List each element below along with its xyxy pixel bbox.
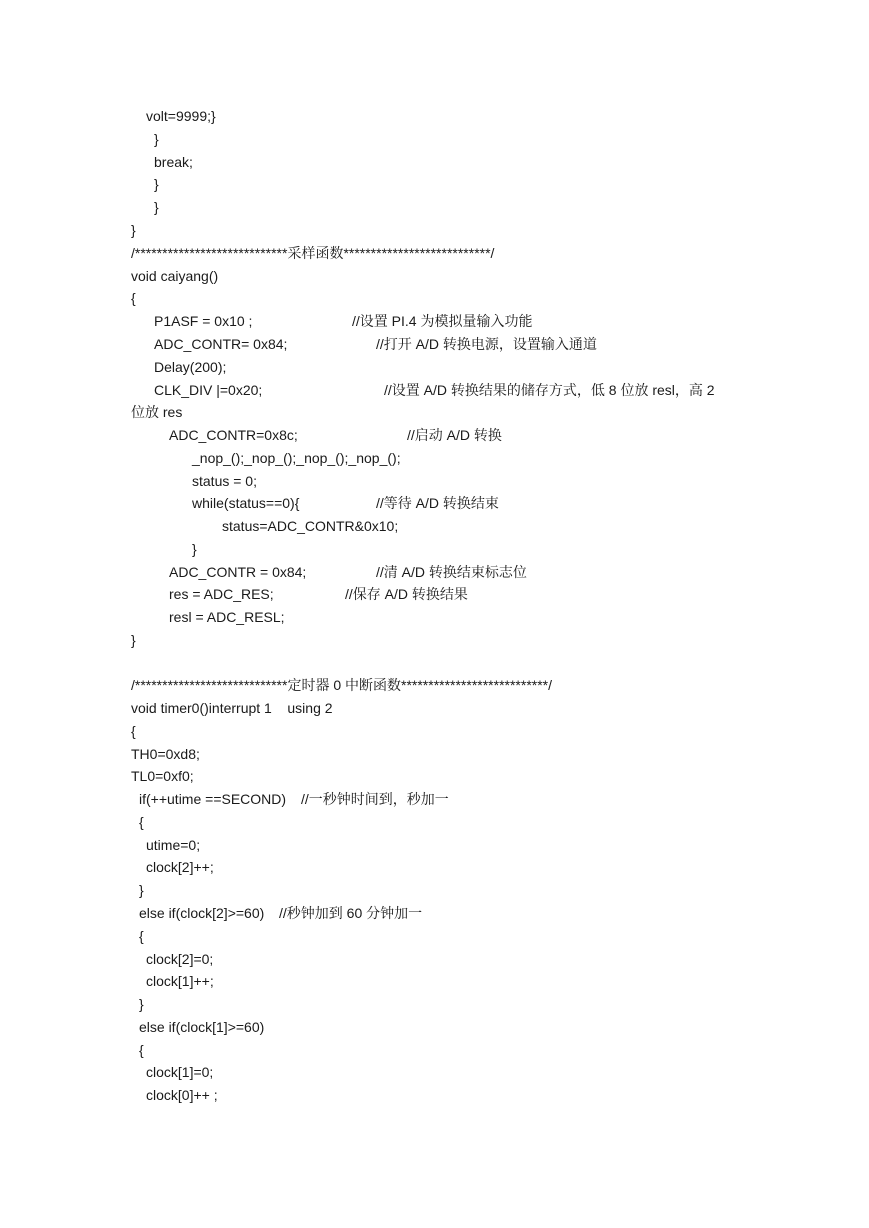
- code-line: Delay(200);: [154, 359, 227, 375]
- code-line: status = 0;: [192, 473, 257, 489]
- code-line: while(status==0){: [192, 495, 300, 511]
- code-line: volt=9999;}: [146, 108, 216, 124]
- code-line: utime=0;: [146, 837, 201, 853]
- code-comment: //打开 A/D 转换电源，设置输入通道: [376, 336, 597, 352]
- code-comment-continuation: 位放 res: [131, 404, 183, 420]
- code-comment: //一秒钟时间到，秒加一: [301, 791, 449, 807]
- code-line: {: [131, 723, 136, 739]
- code-comment: //秒钟加到 60 分钟加一: [279, 905, 423, 921]
- code-line: }: [131, 222, 136, 238]
- code-line: status=ADC_CONTR&0x10;: [222, 518, 399, 534]
- code-line: }: [154, 199, 159, 215]
- code-line: ADC_CONTR= 0x84;: [154, 336, 288, 352]
- code-line: TH0=0xd8;: [131, 746, 200, 762]
- code-line: ADC_CONTR = 0x84;: [169, 564, 307, 580]
- code-comment: //清 A/D 转换结束标志位: [376, 564, 527, 580]
- code-line: void timer0()interrupt 1 using 2: [131, 700, 333, 716]
- code-line: clock[2]=0;: [146, 951, 214, 967]
- code-line: break;: [154, 154, 193, 170]
- code-line: {: [131, 290, 136, 306]
- code-comment: //设置 A/D 转换结果的储存方式，低 8 位放 resl，高 2: [384, 382, 715, 398]
- code-line: }: [139, 996, 144, 1012]
- code-line: {: [139, 928, 144, 944]
- code-line: P1ASF = 0x10 ;: [154, 313, 253, 329]
- code-line: clock[1]=0;: [146, 1064, 214, 1080]
- code-comment: //保存 A/D 转换结果: [345, 586, 468, 602]
- code-line: }: [154, 176, 159, 192]
- code-line: ADC_CONTR=0x8c;: [169, 427, 298, 443]
- code-comment: //设置 PI.4 为模拟量输入功能: [352, 313, 533, 329]
- code-line: clock[1]++;: [146, 973, 214, 989]
- code-line: TL0=0xf0;: [131, 768, 194, 784]
- code-line: else if(clock[1]>=60): [139, 1019, 265, 1035]
- code-comment: //启动 A/D 转换: [407, 427, 502, 443]
- code-line: {: [139, 814, 144, 830]
- code-line: res = ADC_RES;: [169, 586, 274, 602]
- code-line: clock[2]++;: [146, 859, 214, 875]
- section-divider-comment: /****************************采样函数***************************/: [131, 245, 495, 261]
- code-line: clock[0]++ ;: [146, 1087, 218, 1103]
- section-divider-comment: /****************************定时器 0 中断函数***************************/: [131, 677, 552, 693]
- code-comment: //等待 A/D 转换结束: [376, 495, 499, 511]
- code-line: }: [154, 131, 159, 147]
- code-line: resl = ADC_RESL;: [169, 609, 285, 625]
- code-line: }: [192, 541, 197, 557]
- code-line: {: [139, 1042, 144, 1058]
- code-line: if(++utime ==SECOND): [139, 791, 287, 807]
- code-line: void caiyang(): [131, 268, 219, 284]
- code-line: CLK_DIV |=0x20;: [154, 382, 263, 398]
- code-line: }: [139, 882, 144, 898]
- code-line: }: [131, 632, 136, 648]
- code-line: else if(clock[2]>=60): [139, 905, 265, 921]
- code-line: _nop_();_nop_();_nop_();_nop_();: [192, 450, 401, 466]
